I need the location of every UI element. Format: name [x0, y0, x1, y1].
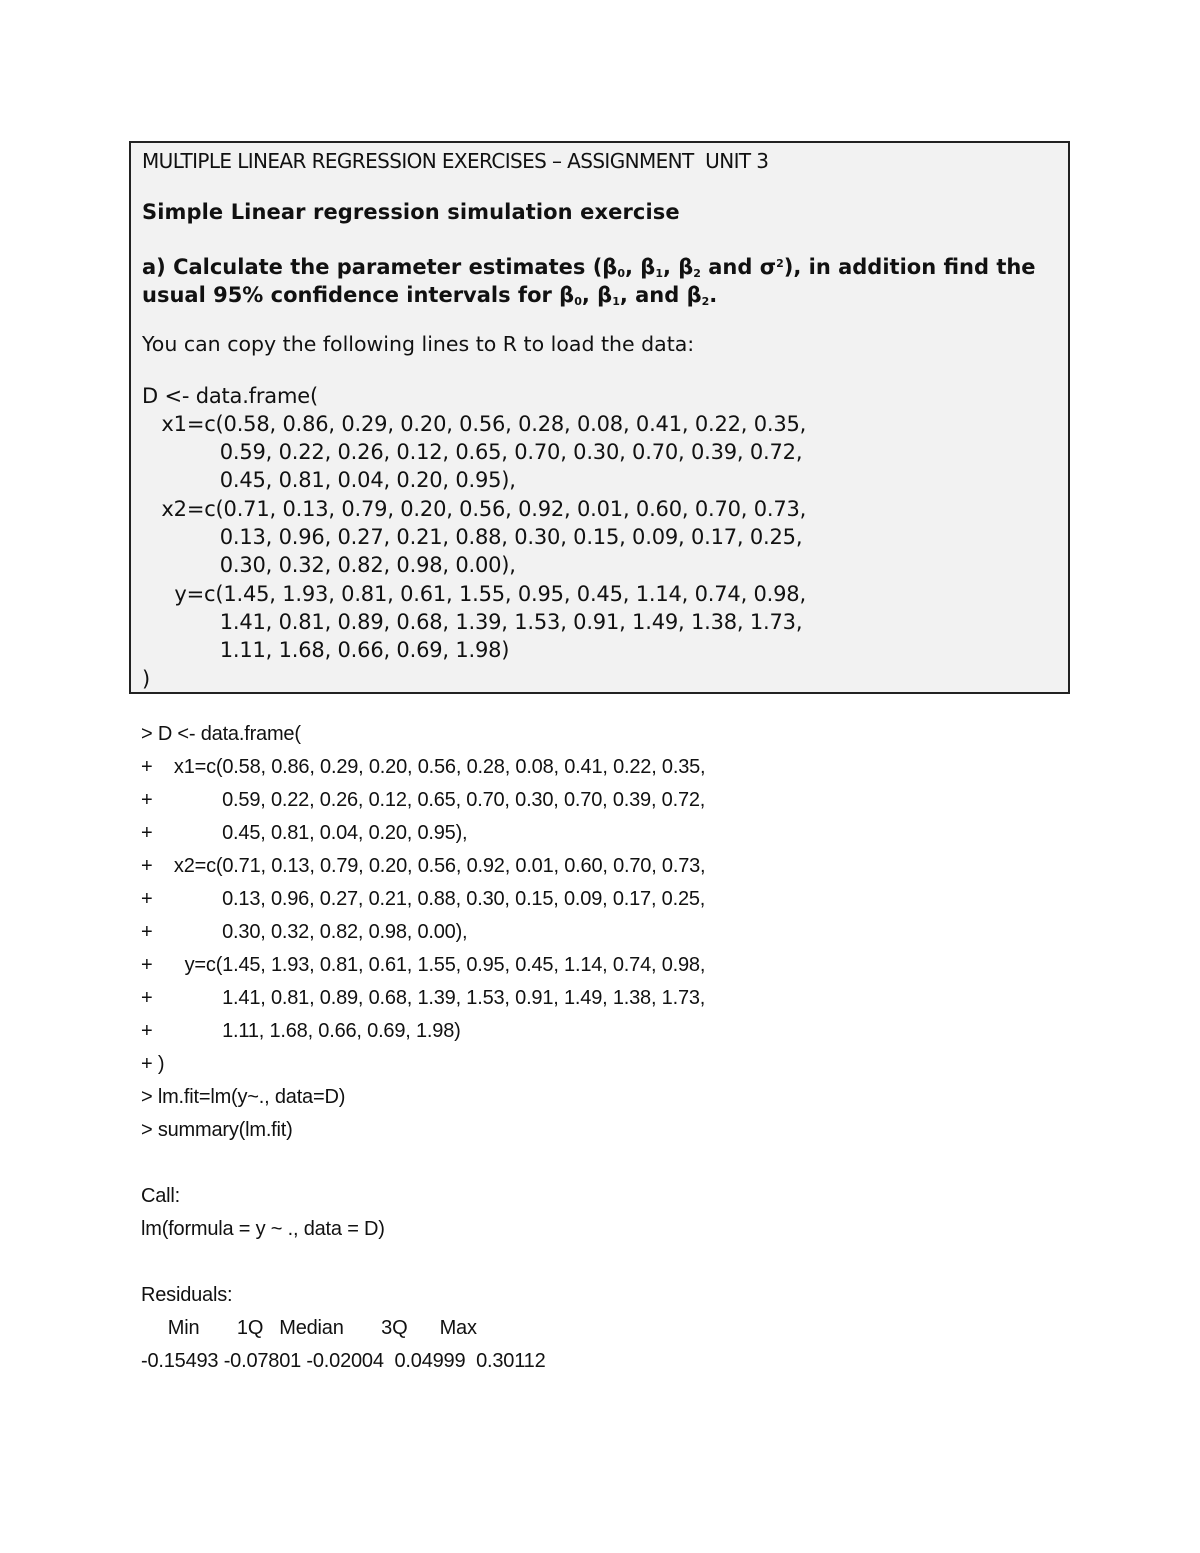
console-line: > lm.fit=lm(y~., data=D) — [141, 1086, 346, 1108]
exercise-subtitle: Simple Linear regression simulation exercise — [142, 200, 680, 224]
console-line: + ) — [141, 1053, 165, 1075]
console-line: + 0.13, 0.96, 0.27, 0.21, 0.88, 0.30, 0.15, 0.09, 0.17, 0.25, — [141, 888, 706, 910]
question-a: a) Calculate the parameter estimates ($\beta_0$, $\beta_1$, $\beta_2$ and $\sigma^2$), in addition find the usual 95% confidence intervals for $\beta_0$, $\beta_1$, and $\beta_2$. — [142, 255, 1036, 308]
code-line: 0.30, 0.32, 0.82, 0.98, 0.00), — [142, 553, 516, 577]
console-line: Min 1Q Median 3Q Max — [141, 1317, 483, 1339]
console-line: + y=c(1.45, 1.93, 0.81, 0.61, 1.55, 0.95, 0.45, 1.14, 0.74, 0.98, — [141, 954, 706, 976]
assignment-heading: MULTIPLE LINEAR REGRESSION EXERCISES – ASSIGNMENT UNIT 3 — [142, 149, 769, 173]
console-line: -0.15493 -0.07801 -0.02004 0.04999 0.30112 — [141, 1350, 551, 1372]
console-line: lm(formula = y ~ ., data = D) — [141, 1218, 385, 1240]
code-line: 0.59, 0.22, 0.26, 0.12, 0.65, 0.70, 0.30, 0.70, 0.39, 0.72, — [142, 440, 803, 464]
code-line: y=c(1.45, 1.93, 0.81, 0.61, 1.55, 0.95, 0.45, 1.14, 0.74, 0.98, — [142, 582, 806, 606]
console-line: + 0.30, 0.32, 0.82, 0.98, 0.00), — [141, 921, 468, 943]
code-line: 1.11, 1.68, 0.66, 0.69, 1.98) — [142, 638, 510, 662]
code-line: ) — [142, 667, 150, 691]
console-line: + 1.41, 0.81, 0.89, 0.68, 1.39, 1.53, 0.91, 1.49, 1.38, 1.73, — [141, 987, 706, 1009]
code-line: 0.45, 0.81, 0.04, 0.20, 0.95), — [142, 468, 516, 492]
console-line: + x2=c(0.71, 0.13, 0.79, 0.20, 0.56, 0.92, 0.01, 0.60, 0.70, 0.73, — [141, 855, 706, 877]
exercise-box — [129, 141, 1070, 694]
console-line: + 1.11, 1.68, 0.66, 0.69, 1.98) — [141, 1020, 461, 1042]
console-line: + 0.59, 0.22, 0.26, 0.12, 0.65, 0.70, 0.30, 0.70, 0.39, 0.72, — [141, 789, 706, 811]
console-line: + 0.45, 0.81, 0.04, 0.20, 0.95), — [141, 822, 468, 844]
code-line: x1=c(0.58, 0.86, 0.29, 0.20, 0.56, 0.28, 0.08, 0.41, 0.22, 0.35, — [142, 412, 807, 436]
code-line: 0.13, 0.96, 0.27, 0.21, 0.88, 0.30, 0.15, 0.09, 0.17, 0.25, — [142, 525, 803, 549]
code-line: x2=c(0.71, 0.13, 0.79, 0.20, 0.56, 0.92, 0.01, 0.60, 0.70, 0.73, — [142, 497, 807, 521]
console-line: > D <- data.frame( — [141, 723, 301, 745]
console-line: + x1=c(0.58, 0.86, 0.29, 0.20, 0.56, 0.28, 0.08, 0.41, 0.22, 0.35, — [141, 756, 706, 778]
code-line: D <- data.frame( — [142, 384, 318, 408]
console-line: > summary(lm.fit) — [141, 1119, 293, 1141]
code-line: 1.41, 0.81, 0.89, 0.68, 1.39, 1.53, 0.91, 1.49, 1.38, 1.73, — [142, 610, 803, 634]
load-data-instruction: You can copy the following lines to R to load the data: — [142, 332, 695, 356]
console-line: Residuals: — [141, 1284, 233, 1306]
console-line: Call: — [141, 1185, 181, 1207]
